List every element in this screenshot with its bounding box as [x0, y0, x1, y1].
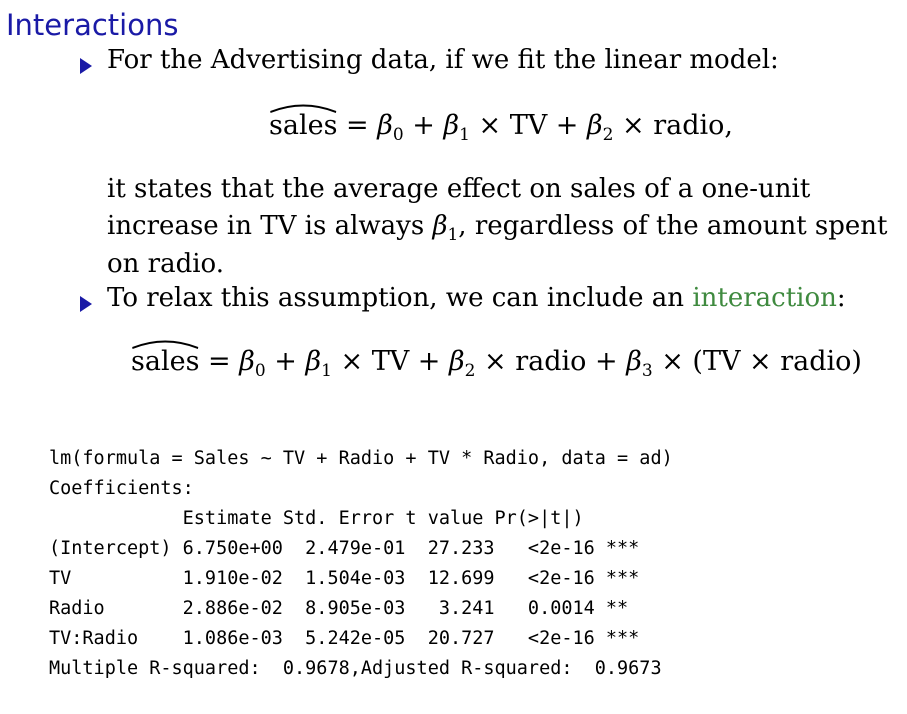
- bullet-1-intro: For the Advertising data, if we fit the linear model:: [107, 45, 779, 75]
- equation-2-beta1-sub: 1: [321, 361, 332, 381]
- equation-2-lhs-text: sales: [131, 346, 200, 377]
- equation-2-beta0-sub: 0: [254, 361, 266, 381]
- equation-1-beta2-sub: 2: [602, 125, 614, 145]
- equation-2-beta2-sub: 2: [464, 361, 476, 381]
- equation-2-beta1: β: [305, 346, 322, 377]
- bullet-2-intro: [107, 283, 846, 313]
- bullet-2-marker: [80, 296, 92, 312]
- equation-2-beta3-sub: 3: [641, 361, 653, 381]
- r-row-tv: TV 1.910e-02 1.504e-03 12.699 <2e-16 ***: [49, 568, 640, 589]
- equation-1-mid: × TV +: [469, 110, 587, 141]
- bullet-2-intro-a: To relax this assumption, we can include an: [107, 283, 693, 313]
- bullet-1-line-2a: increase in TV is always: [107, 211, 433, 241]
- equation-2-p2: × TV +: [331, 346, 449, 377]
- equation-1-beta1: β: [443, 110, 460, 141]
- equation-2-p1: +: [265, 346, 306, 377]
- equation-1-beta0: β: [377, 110, 393, 141]
- bullet-2-intro-b: :: [836, 283, 846, 313]
- slide-title: Interactions: [6, 8, 179, 42]
- r-row-tv-radio: TV:Radio 1.086e-03 5.242e-05 20.727 <2e-16 ***: [49, 628, 640, 649]
- bullet-1-line-2c: , regardless of the amount spent: [458, 211, 888, 241]
- bullet-1-line-2-beta: β: [432, 211, 448, 241]
- equation-1: sales = $\beta_0 + \beta_1$ × TV + $\beta_2$ × radio,: [269, 110, 733, 145]
- r-rsquared: Multiple R-squared: 0.9678,Adjusted R-squared: 0.9673: [49, 658, 662, 679]
- bullet-1-line-1: it states that the average effect on sales of a one-unit: [107, 174, 811, 204]
- r-coefficients-header: Coefficients:: [49, 478, 194, 499]
- equation-1-lhs: [269, 110, 337, 141]
- equation-2-lhs: [131, 346, 199, 377]
- equation-2-p3: × radio +: [475, 346, 627, 377]
- bullet-1-marker: [80, 58, 92, 74]
- equation-2-beta0: β: [239, 346, 255, 377]
- equation-1-beta0-sub: 0: [392, 125, 404, 145]
- r-columns-header: Estimate Std. Error t value Pr(>|t|): [49, 508, 584, 529]
- r-row-radio: Radio 2.886e-02 8.905e-03 3.241 0.0014 **: [49, 598, 629, 619]
- equation-1-beta2: β: [587, 110, 603, 141]
- equation-2: [131, 346, 862, 381]
- equation-1-plus1: +: [403, 110, 444, 141]
- equation-2-beta2: β: [449, 346, 465, 377]
- equation-1-lhs-text: sales: [269, 110, 338, 141]
- interaction-term: interaction: [692, 283, 837, 313]
- equation-2-p4: × (TV × radio): [652, 346, 862, 377]
- equation-2-eq: =: [199, 346, 240, 377]
- bullet-1-line-2: [107, 211, 887, 245]
- r-output: [49, 414, 673, 714]
- equation-1-beta1-sub: 1: [459, 125, 470, 145]
- r-call: lm(formula = Sales ~ TV + Radio + TV * Radio, data = ad): [49, 448, 673, 469]
- r-row-intercept: (Intercept) 6.750e+00 2.479e-01 27.233 <2e-16 ***: [49, 538, 640, 559]
- bullet-1-line-3: on radio.: [107, 249, 225, 279]
- bullet-1-line-2-beta-sub: 1: [447, 225, 459, 245]
- equation-2-beta3: β: [626, 346, 642, 377]
- equation-1-end: × radio,: [613, 110, 733, 141]
